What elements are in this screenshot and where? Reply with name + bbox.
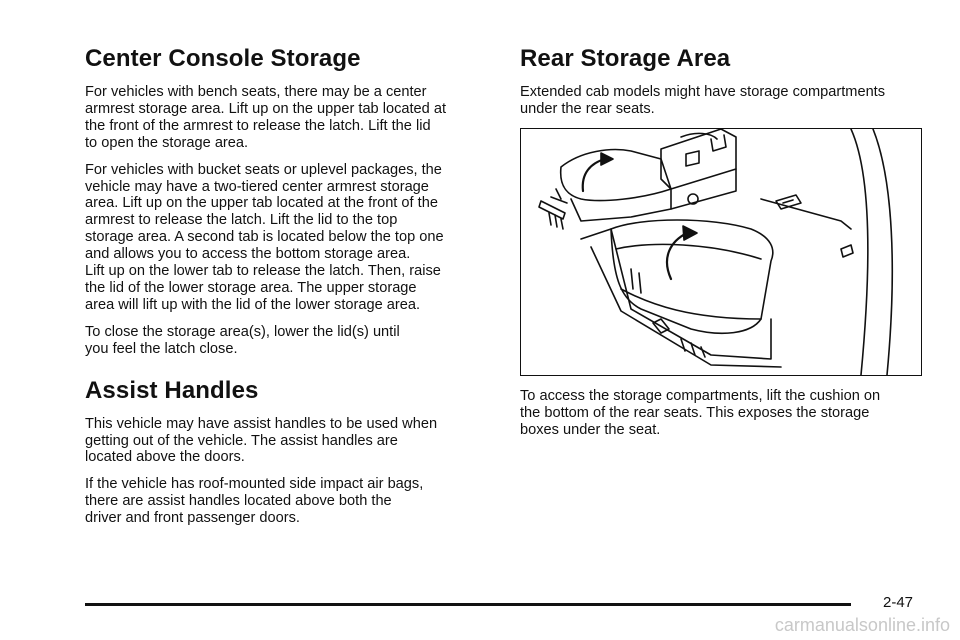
rear-seat-illustration [520, 128, 922, 376]
paragraph-close-storage: To close the storage area(s), lower the lid(s) until you feel the latch close. [85, 323, 400, 357]
heading-rear-storage-area: Rear Storage Area [520, 45, 731, 72]
heading-center-console-storage: Center Console Storage [85, 45, 361, 72]
heading-assist-handles: Assist Handles [85, 376, 259, 404]
left-column [85, 44, 495, 537]
site-watermark: carmanualsonline.info [774, 615, 950, 635]
footer-rule [85, 603, 851, 606]
paragraph-bucket-seats: For vehicles with bucket seats or uplevel packages, the vehicle may have a two-tiered center armrest storage area. Lift up on the upper tab located at the front of the armrest to release the latch. Lift the lid to the top storage area. A second tab is located below the top one and allows you to access the bottom storage area. Lift up on the lower tab to release the latch. Then, raise the lid of the lower storage area. The upper storage area will lift up with the lid of the lower storage area. [85, 161, 444, 313]
paragraph-air-bags: If the vehicle has roof-mounted side impact air bags, there are assist handles located above both the driver and front passenger doors. [85, 476, 424, 527]
paragraph-assist-handles: This vehicle may have assist handles to be used when getting out of the vehicle. The assist handles are located above the doors. [85, 415, 438, 466]
right-column [520, 44, 930, 449]
rear-seat-drawing [521, 129, 921, 375]
page-number: 2-47 [883, 594, 914, 611]
paragraph-access-compartments: To access the storage compartments, lift the cushion on the bottom of the rear seats. This exposes the storage boxes under the seat. [520, 387, 881, 438]
paragraph-bench-seats: For vehicles with bench seats, there may be a center armrest storage area. Lift up on the upper tab located at the front of the armrest to release the latch. Lift the lid to open the storage area. [85, 84, 447, 151]
paragraph-extended-cab: Extended cab models might have storage compartments under the rear seats. [520, 84, 886, 117]
